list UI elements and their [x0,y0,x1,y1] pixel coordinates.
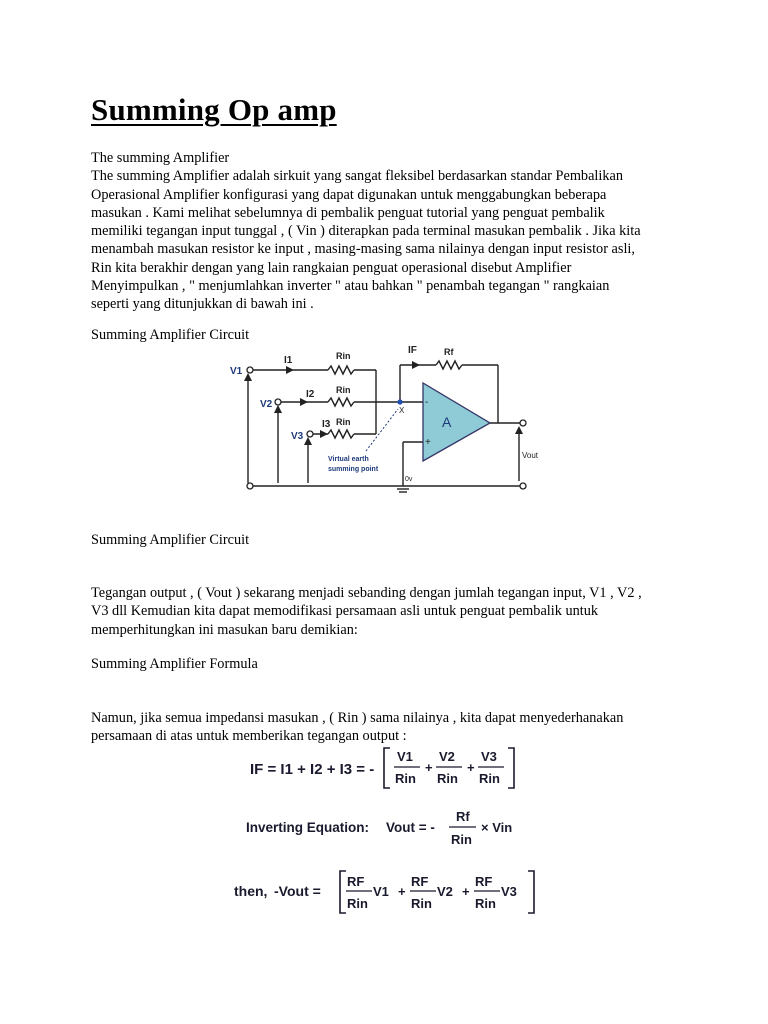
inverting-equation [246,808,536,852]
eq3-num-2: RF [411,874,429,889]
eq3-den-1: Rin [347,896,368,911]
eq3-num-3: RF [475,874,493,889]
formula-caption [91,655,701,673]
i3-label: I3 [322,419,331,430]
r1-label: Rin [336,351,351,361]
output-paragraph [91,584,701,639]
caption-text: Summing Amplifier Circuit [91,532,250,548]
rin-paragraph [91,709,701,746]
virtual-earth-label: Virtual earth [328,456,369,463]
eq3-num-1: RF [347,874,365,889]
text-line: Namun, jika semua impedansi masukan , ( Rin ) sama nilainya , kita dapat menyederhanakan [91,710,624,726]
inverting-sign: - [425,397,429,408]
circuit-caption-bottom [91,531,701,549]
node-label: X [399,406,405,415]
text-line: Menyimpulkan , " menjumlahkan inverter " atau bahkan " penambah tegangan " rangkaian [91,278,610,295]
opamp-symbol [423,383,490,461]
text-line: menambah masukan resistor ke input , masing-masing sama nilainya dengan input resistor asli, [91,241,635,258]
opamp-label: A [442,414,452,430]
text-line: memperhitungkan ini masukan baru demikian: [91,621,358,638]
intro-heading: The summing Amplifier [91,150,230,166]
caption-text: Summing Amplifier Circuit [91,327,250,343]
text-line: Operasional Amplifier konfigurasi yang dapat digunakan untuk menggabungkan beberapa [91,186,607,203]
i1-label: I1 [284,355,293,366]
text-line: masukan . Kami melihat sebelumnya di pembalik penguat tutorial yang penguat pembalik [91,204,605,221]
eq2-lhs: Vout = - [386,820,435,835]
eq1-lhs: IF = I1 + I2 + I3 = - [250,761,375,778]
summing-point-label: summing point [328,466,379,473]
text-line: V3 dll Kemudian kita dapat memodifikasi persamaan asli untuk penguat pembalik untuk [91,603,599,620]
eq3-plus-2: + [462,884,470,899]
eq1-plus-2: + [467,760,475,775]
circuit-caption-top [91,326,701,344]
eq1-num-1: V1 [397,749,413,764]
intro-paragraph [91,149,701,314]
eq2-tail: × Vin [481,820,513,835]
i2-label: I2 [306,389,315,400]
caption-text: Summing Amplifier Formula [91,656,258,672]
eq1-num-2: V2 [439,749,455,764]
eq2-numerator: Rf [456,809,470,824]
eq3-term-2: V2 [437,884,453,899]
page-title: Summing Op amp [91,92,337,127]
eq1-den-1: Rin [395,771,416,786]
rf-label: Rf [444,347,454,357]
eq1-den-3: Rin [479,771,500,786]
text-line: Tegangan output , ( Vout ) sekarang menjadi sebanding dengan jumlah tegangan input, V1 , V2 , [91,585,642,601]
eq2-label: Inverting Equation: [246,820,369,835]
v3-label: V3 [291,431,304,442]
text-line: The summing Amplifier adalah sirkuit yang sangat fleksibel berdasarkan standar Pembalikan [91,168,624,185]
noninverting-sign: + [425,437,431,448]
eq1-plus-1: + [425,760,433,775]
eq1-den-2: Rin [437,771,458,786]
vout-label: Vout [522,451,539,460]
if-label: IF [408,345,417,356]
output-voltage-equation [234,868,544,916]
eq3-label: then, [234,883,268,899]
r3-label: Rin [336,417,351,427]
r2-label: Rin [336,385,351,395]
ground-label: 0v [405,476,413,483]
text-line: memiliki tegangan input tunggal , ( Vin ) diterapkan pada terminal masukan pembalik . Jika kita [91,223,641,240]
text-line: seperti yang ditunjukkan di bawah ini . [91,296,314,313]
v2-label: V2 [260,399,273,410]
summing-amplifier-circuit [228,343,548,495]
eq3-plus-1: + [398,884,406,899]
eq3-den-3: Rin [475,896,496,911]
text-line: Rin kita berakhir dengan yang lain rangkaian penguat operasional disebut Amplifier [91,259,572,276]
eq3-term-3: V3 [501,884,517,899]
text-line: persamaan di atas untuk memberikan tegangan output : [91,728,407,745]
eq2-denominator: Rin [451,832,472,847]
eq3-lhs: -Vout = [274,883,321,899]
v1-label: V1 [230,366,243,377]
current-sum-equation [250,744,520,792]
eq3-den-2: Rin [411,896,432,911]
eq3-term-1: V1 [373,884,389,899]
eq1-num-3: V3 [481,749,497,764]
